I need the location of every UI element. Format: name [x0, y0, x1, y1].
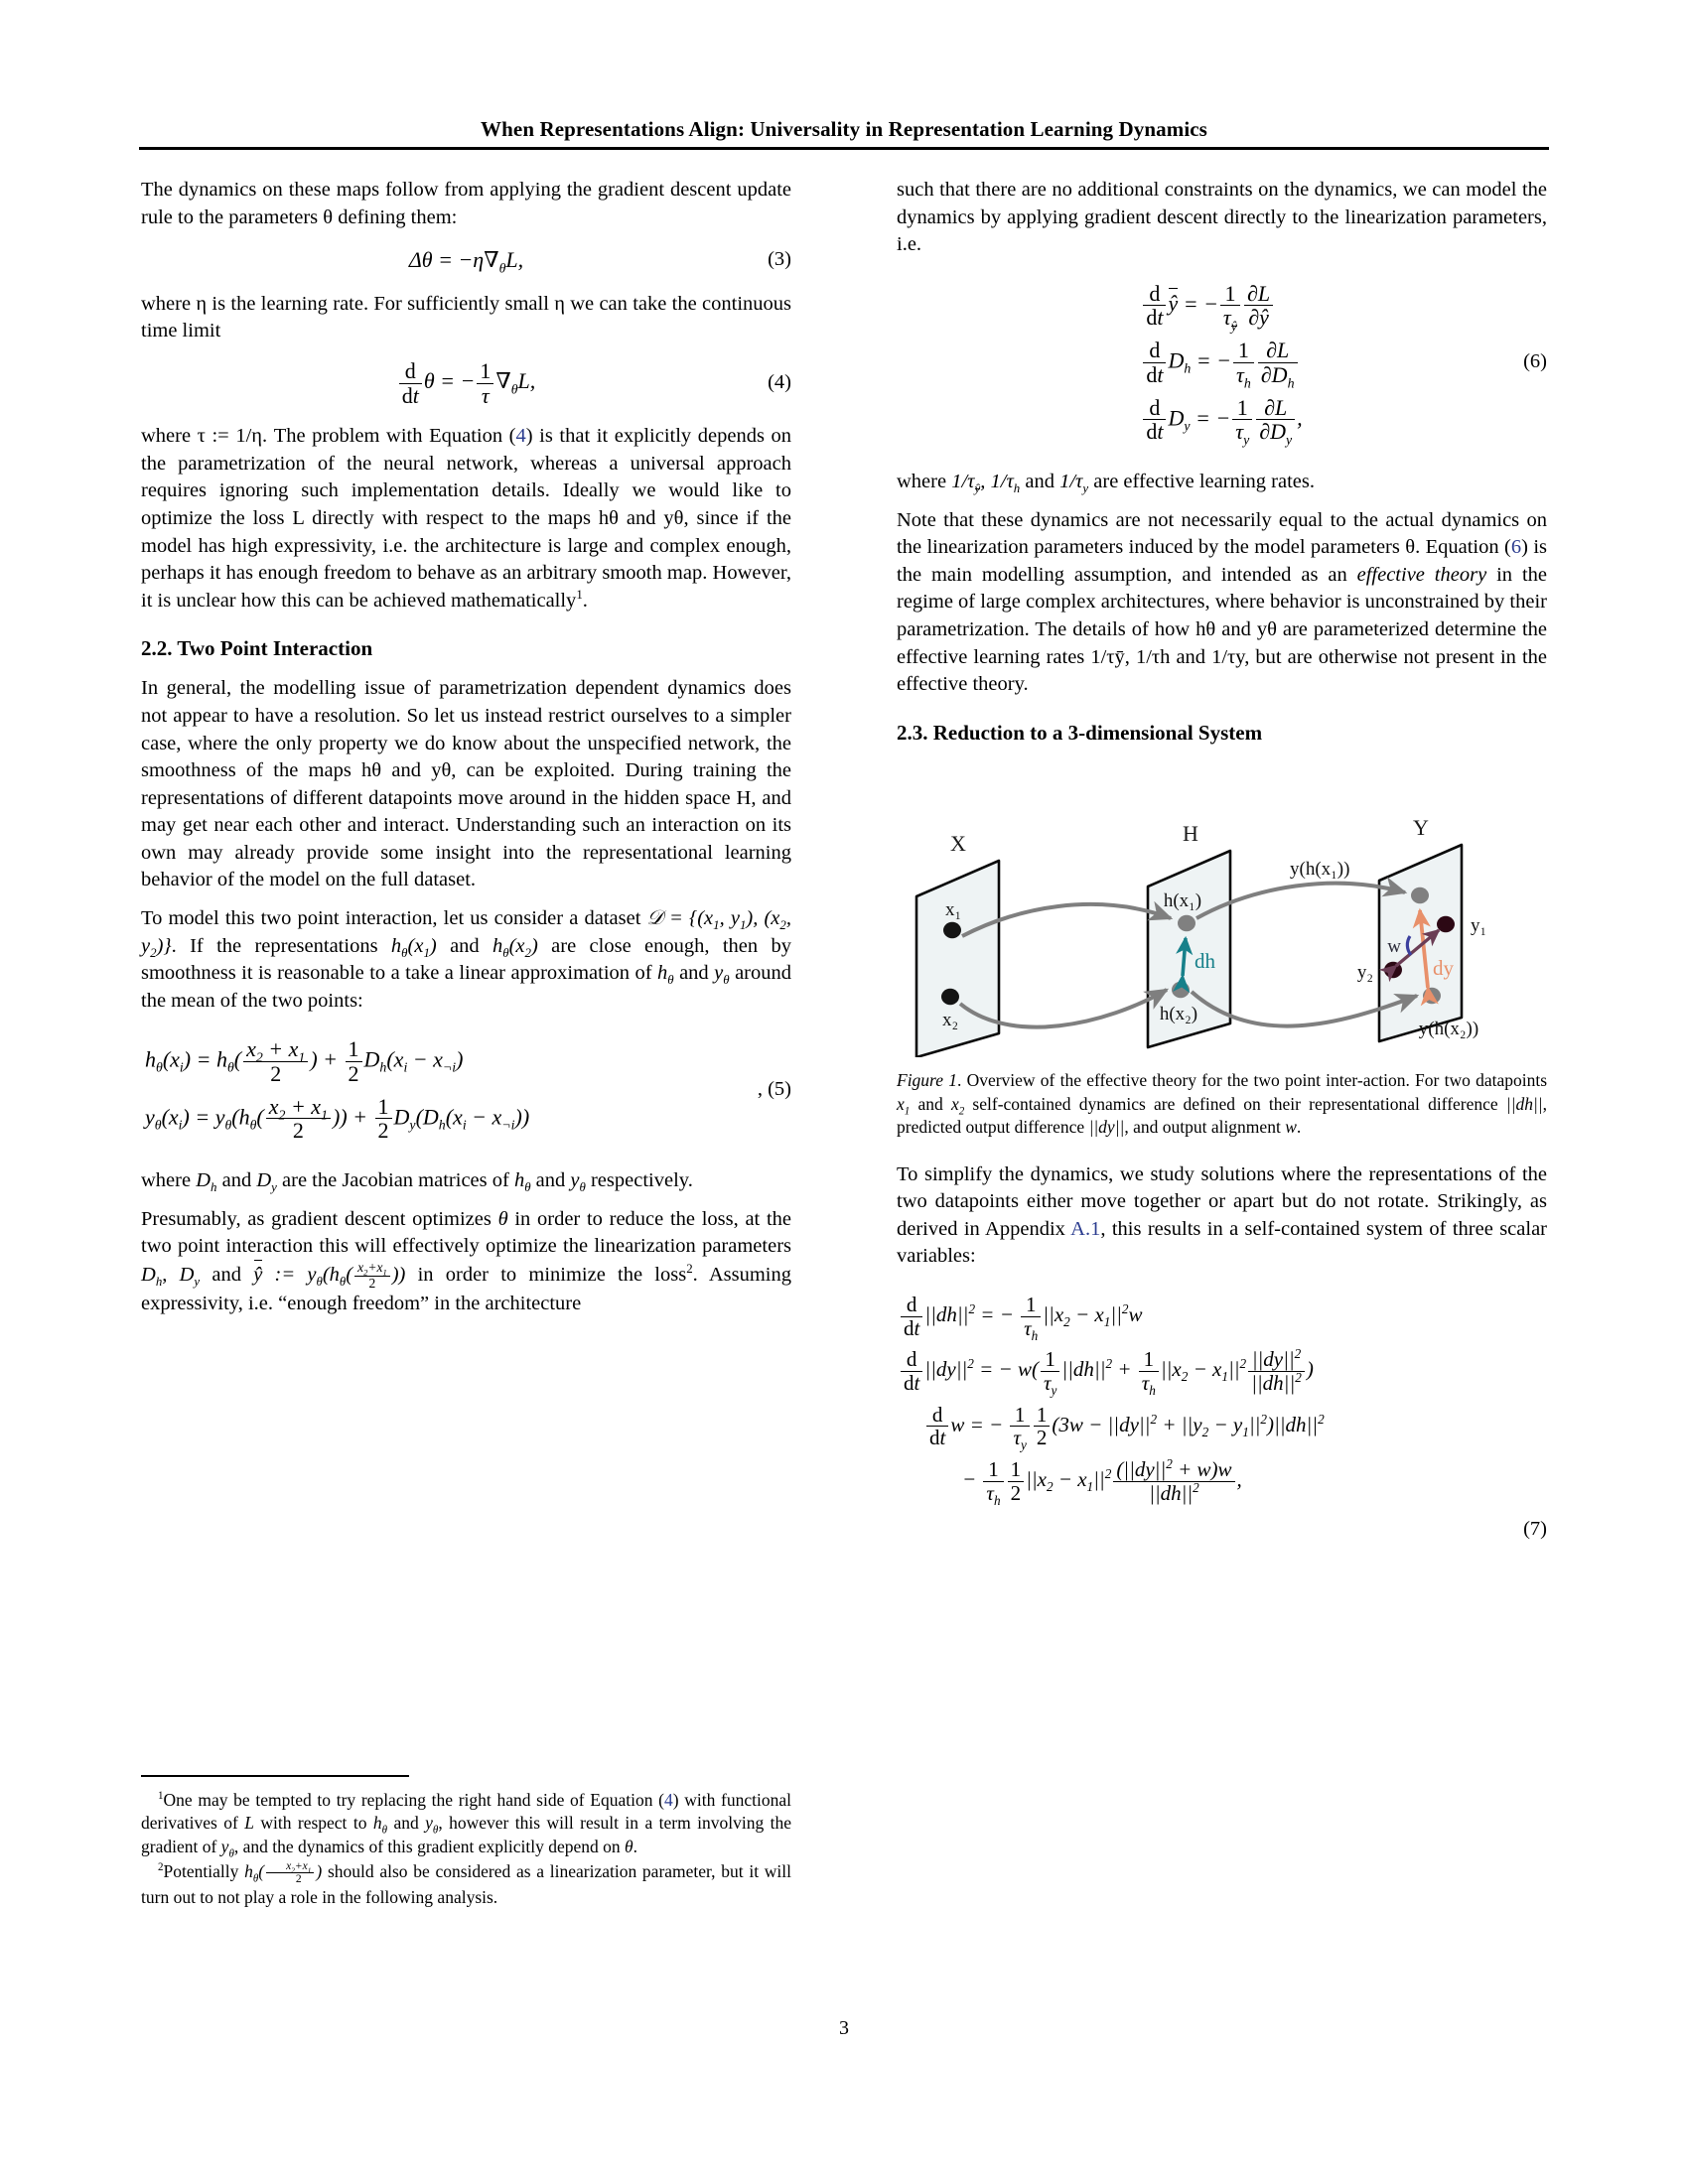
- footnotes-block: [141, 1789, 791, 1911]
- label-x2: x₂: [941, 1009, 959, 1030]
- eq-ref-4[interactable]: 4: [515, 425, 526, 448]
- equation-5-lines: $h_\theta(x_i) = h_\theta$( $\frac{x_2 + x_1}{2}$ ) + $\frac{1}{2}$ $D_h(x_i - x_{\neg i})$ $y_\theta(x_i) = y_\theta(h_\theta$( $\frac{x_2 + x_1}{2}$ )) + $\frac{1}{2}$ $D_y(D_h(x_i - x_{\neg i}))$: [145, 1036, 530, 1144]
- dot-hx1: [1178, 915, 1196, 931]
- eq-ref-6[interactable]: 6: [1510, 536, 1522, 559]
- right-column: [897, 177, 1548, 1540]
- label-x1: x₁: [944, 898, 962, 920]
- section-heading-2-2: 2.2. Two Point Interaction: [141, 636, 373, 661]
- equation-7-lines: $\frac{d}{dt}$ $||dh||^2$ = − $\frac{1}{\tau_h}$ $||x_2 - x_1||^2w$ $\frac{d}{dt}$ $||dy||^2$ = − w( $\frac{1}{\tau_y}$ $||dh||^2$ + $\frac{1}{\tau_h}$ $||x_2 - x_1||^2$ $\frac{||dy||^2}{||dh||^2}$ ) $\frac{d}{dt}$ w = − $\frac{1}{\tau_y}$ $\frac{1}{2}$ $(3w - ||dy||^2 + ||y_2 - y_1||^2)||dh||^2$ − $\frac{1}{\tau_h}$ $\frac{1}{2}$ $||x_2 - x_1||^2$ $\frac{(||dy||^2 + w)w}{||dh||^2}$ ,: [899, 1285, 1325, 1513]
- para-text-b: , this results in a self-contained system of three scalar variables:: [897, 1217, 1547, 1268]
- caption-dy: ||dy||: [1088, 1117, 1125, 1138]
- para-text-c: in the regime of large complex architectures, where behavior is unconstrained by their parametrization. The details of how hθ and yθ are parameterized determine the effective learning rates 1/τȳ, 1/τh and 1/τy, but are otherwise not present in the effective theory.: [897, 563, 1547, 696]
- caption-mid: and: [910, 1093, 951, 1114]
- section-heading-2-3: 2.3. Reduction to a 3-dimensional System: [897, 720, 1263, 745]
- page-number: 3: [839, 2017, 849, 2039]
- label-w: w: [1387, 935, 1401, 957]
- caption-part-a: . Overview of the effective theory for the two point inter-action. For two datapoints: [956, 1070, 1548, 1091]
- dot-x2: [941, 989, 959, 1005]
- figure-1-caption: [897, 1069, 1547, 1139]
- header-rule: [139, 147, 1549, 150]
- caption-w: w: [1285, 1117, 1297, 1138]
- label-y2: y₂: [1356, 961, 1373, 983]
- dot-yhx2: [1423, 988, 1441, 1004]
- plane-h: [1148, 821, 1230, 1047]
- footnote-1-marker: 1: [158, 1790, 164, 1803]
- equation-3: $\Delta\theta = -\eta\nabla_\theta L$, (3): [408, 247, 791, 276]
- equation-4: $\frac{d}{dt}$ θ = − $\frac{1}{\tau}$ $\nabla_\theta L$, (4): [141, 359, 791, 408]
- paragraph-jacobians: where $D_h$ and $D_y$ are the Jacobian matrices of $h_\theta$ and $y_\theta$ respectively.: [141, 1169, 693, 1195]
- caption-x2: $x_2$: [950, 1093, 965, 1118]
- para-text-c: .: [582, 589, 588, 612]
- caption-part-d: , and output alignment: [1124, 1117, 1286, 1138]
- caption-part-e: .: [1296, 1117, 1302, 1138]
- para-text-b: ) is that it explicitly depends on the parametrization of the neural network, whereas a universal approach requires ignoring such implementation details. Ideally we would like to optimize the loss L directly with respect to the maps hθ and yθ, since if the model has high expressivity, i.e. the architecture is large and complex enough, perhaps it has enough freedom to behave as an arbitrary smooth map. However, it is unclear how this can be achieved mathematically: [141, 425, 792, 612]
- dot-hx2: [1172, 982, 1190, 998]
- label-hx2: h(x₂): [1159, 1003, 1198, 1024]
- emphasis-effective-theory: effective theory: [1356, 563, 1487, 586]
- para-text-a: where τ := 1/η. The problem with Equation (: [141, 425, 516, 448]
- label-hx1: h(x₁): [1163, 889, 1202, 911]
- caption-x1: $x_1$: [897, 1093, 911, 1118]
- paragraph-simplify-dynamics: [897, 1161, 1547, 1271]
- left-column: [141, 177, 791, 1329]
- equation-5: [145, 1028, 791, 1152]
- plane-y-label: Y: [1413, 814, 1429, 840]
- paragraph-presumably: Presumably, as gradient descent optimizes θ in order to reduce the loss, at the two point interaction this will effectively optimize the linearization parameters $D_h$, $D_y$ and ŷ := $y_\theta(h_\theta$( $\frac{x_2+x_1}{2}$ )) in order to minimize the loss$^2$. Assuming expressivity, i.e. “enough freedom” in the architecture: [141, 1207, 791, 1315]
- caption-part-c: , predicted output difference: [897, 1093, 1547, 1138]
- paragraph-learning-rate: where η is the learning rate. For sufficiently small η we can take the continuous time limit: [141, 292, 791, 342]
- caption-dh: ||dh||: [1505, 1093, 1543, 1114]
- footnote-2-marker: 2: [158, 1860, 164, 1873]
- equation-4-number: (4): [768, 371, 791, 394]
- label-yhx1: y(h(x₁)): [1290, 858, 1350, 880]
- equation-5-number: , (5): [757, 1078, 791, 1101]
- paragraph-problem-eq4: [141, 423, 791, 614]
- equation-3-number: (3): [768, 248, 791, 271]
- dot-y1: [1437, 916, 1455, 932]
- paragraph-effective-rates: where $1/\tau_ŷ$, $1/\tau_h$ and $1/\tau_y$ are effective learning rates.: [897, 471, 1315, 496]
- footnote-2: $^2$Potentially $h_\theta$( $\frac{x_2+x_1}{2}$ ) should also be considered as a linearization parameter, but it will turn out to not play a role in the following analysis.: [141, 1859, 792, 1907]
- figure-label: Figure 1: [897, 1070, 957, 1091]
- figure-1-diagram: [897, 759, 1547, 1057]
- paragraph-dataset-linearization: To model this two point interaction, let us consider a dataset 𝒟 = {($x_1$, $y_1$), ($x_2$, $y_2$)}. If the representations $h_\theta(x_1)$ and $h_\theta(x_2)$ are close enough, then by smoothness it is reasonable to a take a linear approximation of $h_\theta$ and $y_\theta$ around the mean of the two points:: [141, 906, 791, 1012]
- dot-yhx1: [1411, 887, 1429, 903]
- paragraph-dynamics-maps: The dynamics on these maps follow from applying the gradient descent update rule to the parameters θ defining them:: [141, 179, 791, 228]
- paragraph-no-constraints: such that there are no additional constraints on the dynamics, we can model the dynamics by applying gradient descent directly to the linearization parameters, i.e.: [897, 179, 1547, 256]
- paragraph-main-assumption: [897, 507, 1547, 699]
- equation-7-number: (7): [1523, 1517, 1547, 1540]
- para-text-a: To simplify the dynamics, we study solutions where the representations of the two datapoints either move together or apart but do not rotate. Strikingly, as derived in Appendix: [897, 1162, 1547, 1240]
- label-y1: y₁: [1471, 914, 1487, 936]
- plane-x-label: X: [950, 830, 966, 856]
- running-header: When Representations Align: Universality in Representation Learning Dynamics: [481, 117, 1207, 141]
- para-text-a: Note that these dynamics are not necessarily equal to the actual dynamics on the linearization parameters induced by the model parameters θ. Equation (: [897, 508, 1547, 559]
- equation-6: [897, 273, 1547, 454]
- footnote-marker-2[interactable]: 2: [686, 1260, 693, 1276]
- para-text-b: ) is the main modelling assumption, and intended as an: [897, 536, 1547, 586]
- footnote-1: $^1$One may be tempted to try replacing the right hand side of Equation (4) with functional derivatives of L with respect to $h_\theta$ and $y_\theta$, however this will result in a term involving the gradient of $y_\theta$, and the dynamics of this gradient explicitly depend on θ.: [141, 1790, 791, 1860]
- equation-6-number: (6): [1523, 350, 1547, 373]
- dot-x1: [943, 922, 961, 938]
- footnote-marker-1[interactable]: 1: [576, 586, 583, 602]
- appendix-ref-a1[interactable]: A.1: [1070, 1217, 1101, 1240]
- label-dy: dy: [1433, 955, 1454, 980]
- plane-x: [916, 831, 999, 1057]
- footnote-rule: [141, 1775, 409, 1777]
- label-yhx2: y(h(x₂)): [1418, 1018, 1479, 1039]
- label-dh: dh: [1195, 948, 1215, 973]
- equation-7: [899, 1285, 1547, 1540]
- footnote-eq-ref-4[interactable]: 4: [663, 1790, 673, 1810]
- equation-6-lines: $\frac{d}{dt}$ ŷ = − $\frac{1}{\tau_ŷ}$ $\frac{\partial L}{\partial ŷ}$ $\frac{d}{dt}$ $D_h$ = − $\frac{1}{\tau_h}$ $\frac{\partial L}{\partial D_h}$ $\frac{d}{dt}$ $D_y$ = − $\frac{1}{\tau_y}$ $\frac{\partial L}{\partial D_y}$ ,: [1141, 273, 1302, 454]
- paragraph-two-point-intro: In general, the modelling issue of parametrization dependent dynamics does not appear to have a resolution. So let us instead restrict ourselves to a simpler case, where the only property we do know about the unspecified network, the smoothness of the maps hθ and yθ, can be exploited. During training the representations of different datapoints move around in the hidden space H, and may get near each other and interact. Understanding such an interaction on its own may already provide some insight into the representational learning behavior of the model on the full dataset.: [141, 677, 791, 891]
- plane-h-label: H: [1183, 820, 1198, 846]
- figure-1: [897, 759, 1547, 1140]
- caption-part-b: self-contained dynamics are defined on their representational difference: [964, 1093, 1506, 1114]
